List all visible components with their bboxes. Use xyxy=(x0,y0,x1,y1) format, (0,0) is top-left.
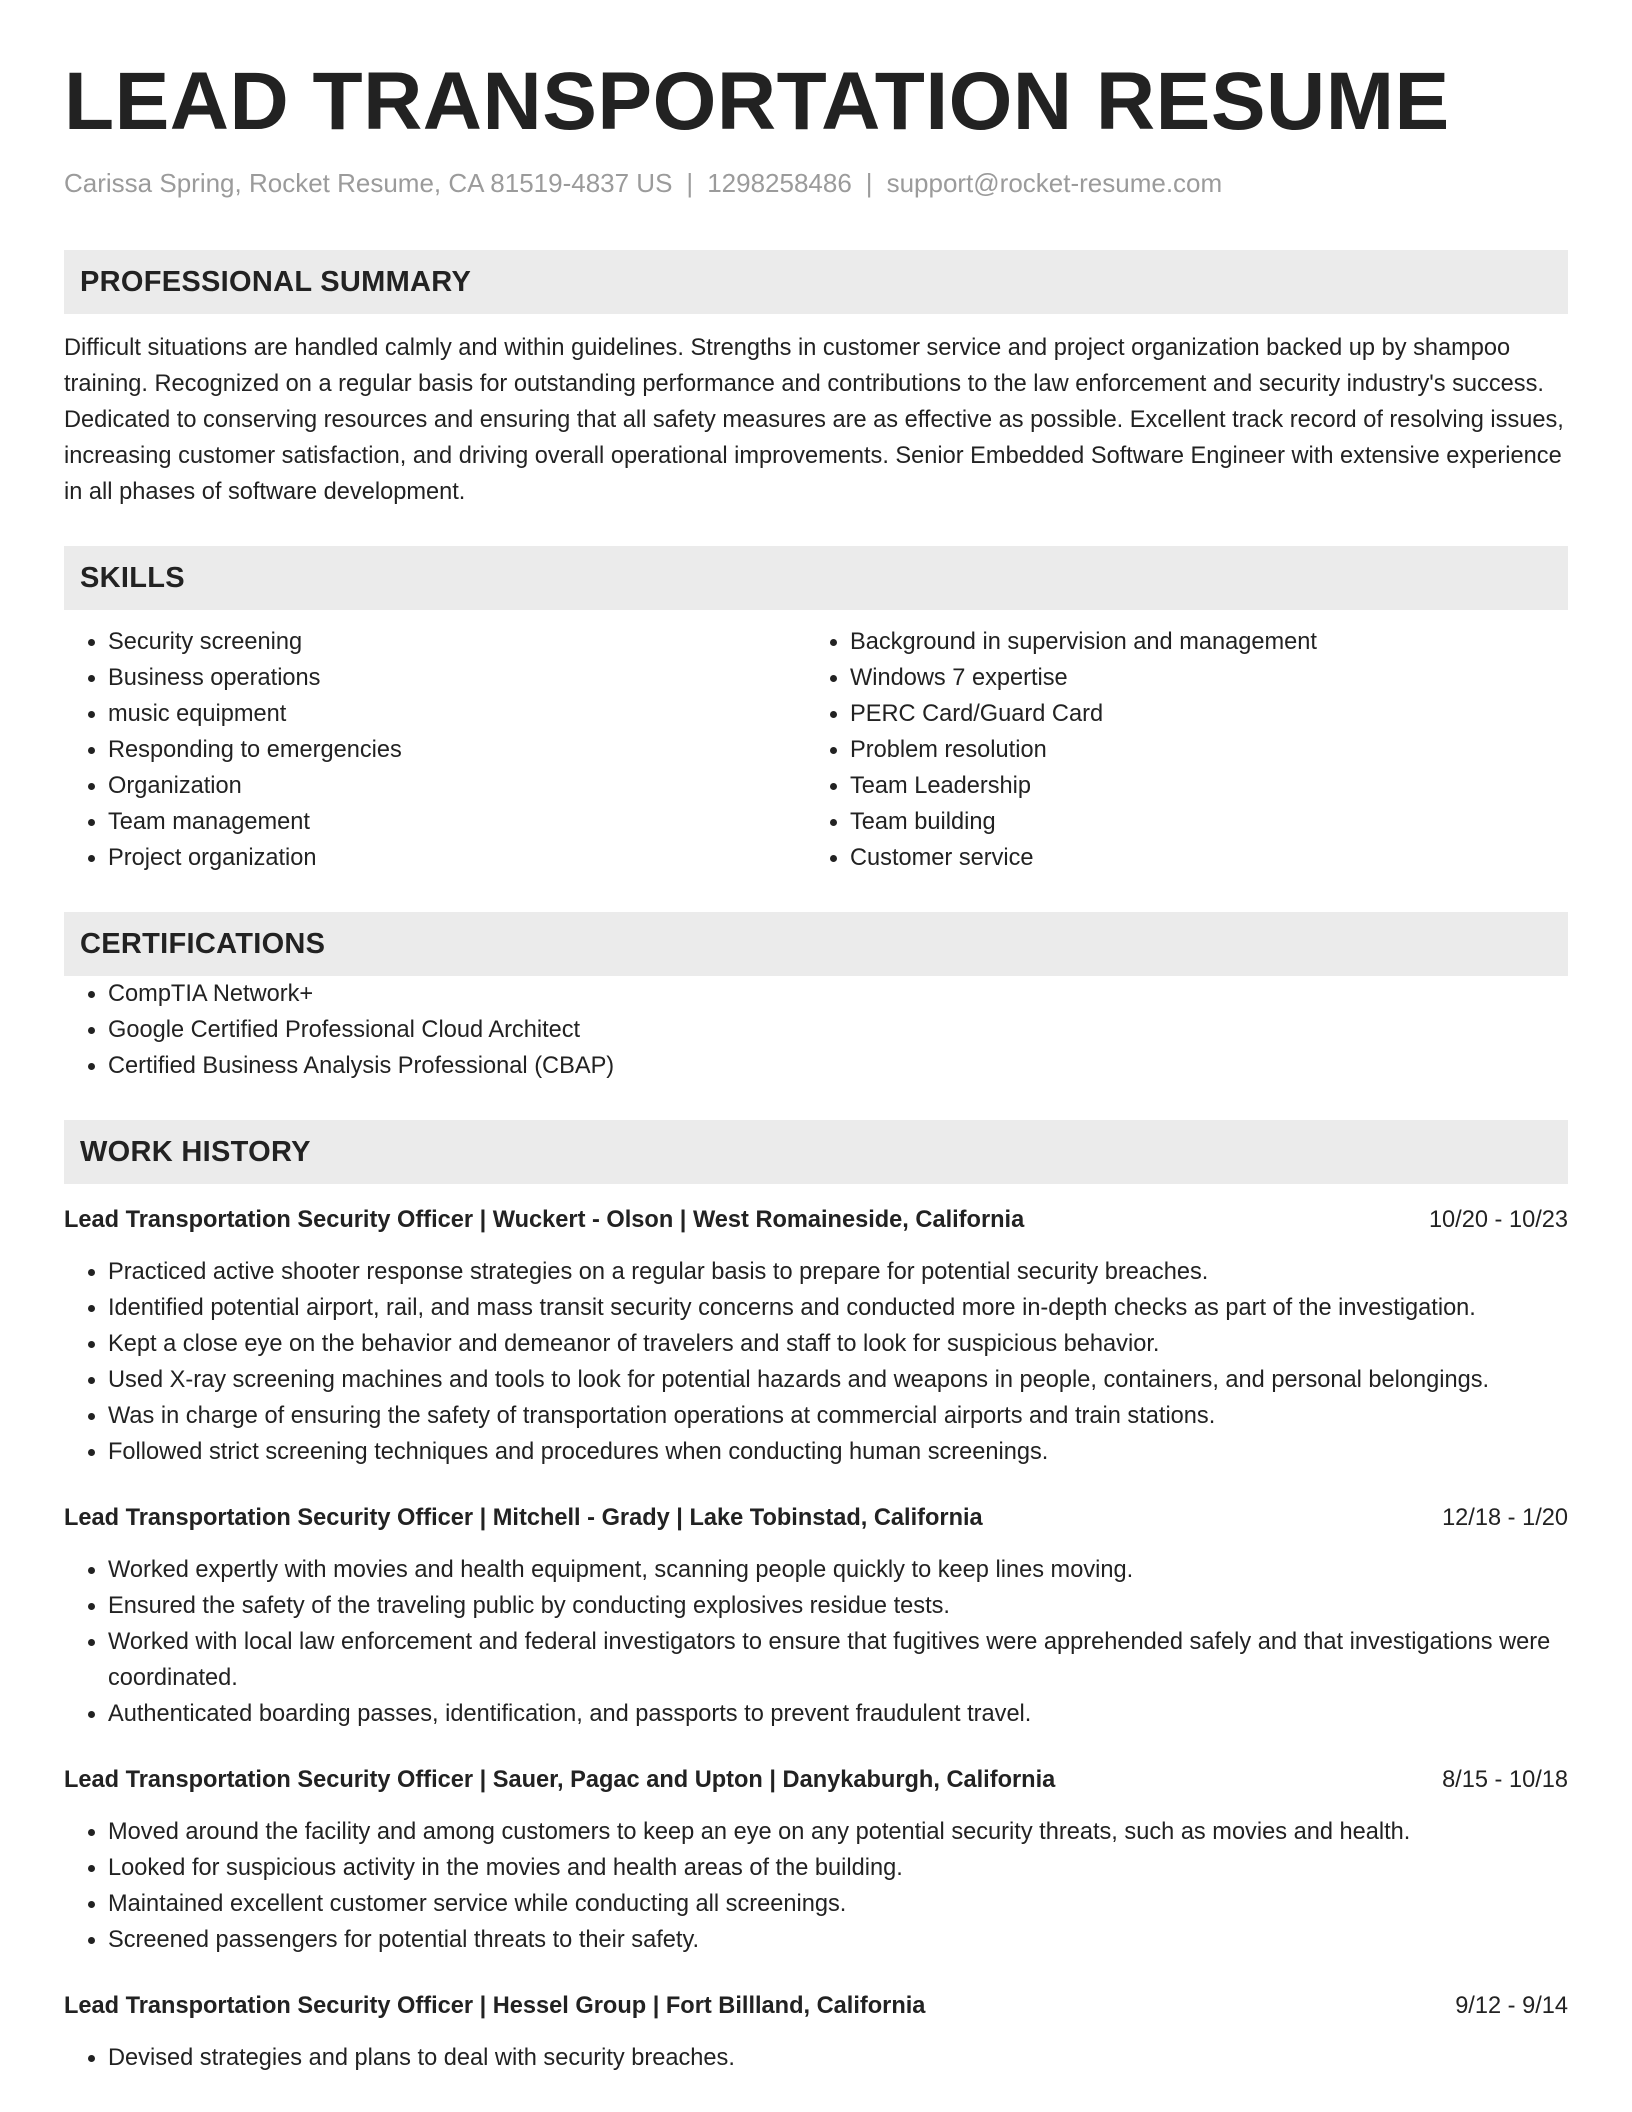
job-dates: 12/18 - 1/20 xyxy=(1442,1505,1568,1531)
job-bullets xyxy=(64,1552,1568,1732)
skill-item: • Security screening xyxy=(108,624,806,660)
certification-item: • Google Certified Professional Cloud Architect xyxy=(108,1012,1568,1048)
skill-item: • Project organization xyxy=(108,840,806,876)
certifications-list xyxy=(64,976,1568,1084)
job-entry xyxy=(64,1764,1568,1958)
job-bullet: • Used X-ray screening machines and tools to look for potential hazards and weapons in people, containers, and personal belongings. xyxy=(108,1362,1568,1398)
contact-separator: | xyxy=(686,168,694,198)
job-bullet: • Was in charge of ensuring the safety of transportation operations at commercial airports and train stations. xyxy=(108,1398,1568,1434)
job-header xyxy=(64,1990,1568,2022)
work-history-heading: WORK HISTORY xyxy=(64,1120,1568,1184)
skills-right-list xyxy=(806,624,1568,876)
job-bullets xyxy=(64,2040,1568,2076)
skill-item: • Responding to emergencies xyxy=(108,732,806,768)
certifications-heading: CERTIFICATIONS xyxy=(64,912,1568,976)
skill-item: • PERC Card/Guard Card xyxy=(850,696,1568,732)
skill-item: • Problem resolution xyxy=(850,732,1568,768)
skill-item: • Team management xyxy=(108,804,806,840)
job-bullets xyxy=(64,1254,1568,1470)
job-entry xyxy=(64,1990,1568,2076)
contact-address: Carissa Spring, Rocket Resume, CA 81519-4837 US xyxy=(64,168,673,198)
job-header xyxy=(64,1764,1568,1796)
job-bullet: • Identified potential airport, rail, and mass transit security concerns and conducted more in-depth checks as part of the investigation. xyxy=(108,1290,1568,1326)
skill-item: • Organization xyxy=(108,768,806,804)
job-title: Lead Transportation Security Officer | Sauer, Pagac and Upton | Danykaburgh, California xyxy=(64,1767,1056,1793)
job-bullets xyxy=(64,1814,1568,1958)
job-bullet: • Followed strict screening techniques and procedures when conducting human screenings. xyxy=(108,1434,1568,1470)
job-bullet: • Maintained excellent customer service while conducting all screenings. xyxy=(108,1886,1568,1922)
skill-item: • Windows 7 expertise xyxy=(850,660,1568,696)
job-dates: 8/15 - 10/18 xyxy=(1442,1767,1568,1793)
job-bullet: • Ensured the safety of the traveling public by conducting explosives residue tests. xyxy=(108,1588,1568,1624)
certification-item: • CompTIA Network+ xyxy=(108,976,1568,1012)
job-bullet: • Worked with local law enforcement and federal investigators to ensure that fugitives were apprehended safely and that investigations were coordinated. xyxy=(108,1624,1568,1696)
job-bullet: • Authenticated boarding passes, identification, and passports to prevent fraudulent travel. xyxy=(108,1696,1568,1732)
job-entry xyxy=(64,1204,1568,1470)
job-bullet: • Worked expertly with movies and health equipment, scanning people quickly to keep lines moving. xyxy=(108,1552,1568,1588)
skill-item: • Customer service xyxy=(850,840,1568,876)
contact-phone: 1298258486 xyxy=(707,168,852,198)
job-title: Lead Transportation Security Officer | Hessel Group | Fort Billland, California xyxy=(64,1993,926,2019)
summary-text: Difficult situations are handled calmly and within guidelines. Strengths in customer service and project organization backed up by shampoo training. Recognized on a regular basis for outstanding performance and contributions to the law enforcement and security industry's success. Dedicated to conserving resources and ensuring that all safety measures are as effective as possible. Excellent track record of resolving issues, increasing customer satisfaction, and driving overall operational improvements. Senior Embedded Software Engineer with extensive experience in all phases of software development. xyxy=(64,335,1564,505)
job-bullet: • Screened passengers for potential threats to their safety. xyxy=(108,1922,1568,1958)
job-dates: 10/20 - 10/23 xyxy=(1428,1207,1568,1233)
skill-item: • music equipment xyxy=(108,696,806,732)
skills-heading: SKILLS xyxy=(64,546,1568,610)
job-header xyxy=(64,1204,1568,1236)
certification-item: • Certified Business Analysis Professional (CBAP) xyxy=(108,1048,1568,1084)
skill-item: • Team Leadership xyxy=(850,768,1568,804)
job-dates: 9/12 - 9/14 xyxy=(1455,1993,1568,2019)
job-entry xyxy=(64,1502,1568,1732)
job-title: Lead Transportation Security Officer | Wuckert - Olson | West Romaineside, California xyxy=(64,1207,1025,1233)
job-bullet: • Practiced active shooter response strategies on a regular basis to prepare for potential security breaches. xyxy=(108,1254,1568,1290)
job-title: Lead Transportation Security Officer | Mitchell - Grady | Lake Tobinstad, California xyxy=(64,1505,983,1531)
contact-separator: | xyxy=(865,168,873,198)
contact-email: support@rocket-resume.com xyxy=(886,168,1223,198)
skill-item: • Team building xyxy=(850,804,1568,840)
resume-page xyxy=(64,52,1568,2076)
job-bullet: • Moved around the facility and among customers to keep an eye on any potential security threats, such as movies and health. xyxy=(108,1814,1568,1850)
job-header xyxy=(64,1502,1568,1534)
job-bullet: • Kept a close eye on the behavior and demeanor of travelers and staff to look for suspicious behavior. xyxy=(108,1326,1568,1362)
job-bullet: • Looked for suspicious activity in the movies and health areas of the building. xyxy=(108,1850,1568,1886)
skills-columns xyxy=(64,624,1568,876)
skill-item: • Business operations xyxy=(108,660,806,696)
contact-line xyxy=(64,166,1568,200)
job-bullet: • Devised strategies and plans to deal with security breaches. xyxy=(108,2040,1568,2076)
summary-heading: PROFESSIONAL SUMMARY xyxy=(64,250,1568,314)
skills-left-list xyxy=(64,624,806,876)
resume-title: LEAD TRANSPORTATION RESUME xyxy=(64,56,1450,147)
skill-item: • Background in supervision and management xyxy=(850,624,1568,660)
